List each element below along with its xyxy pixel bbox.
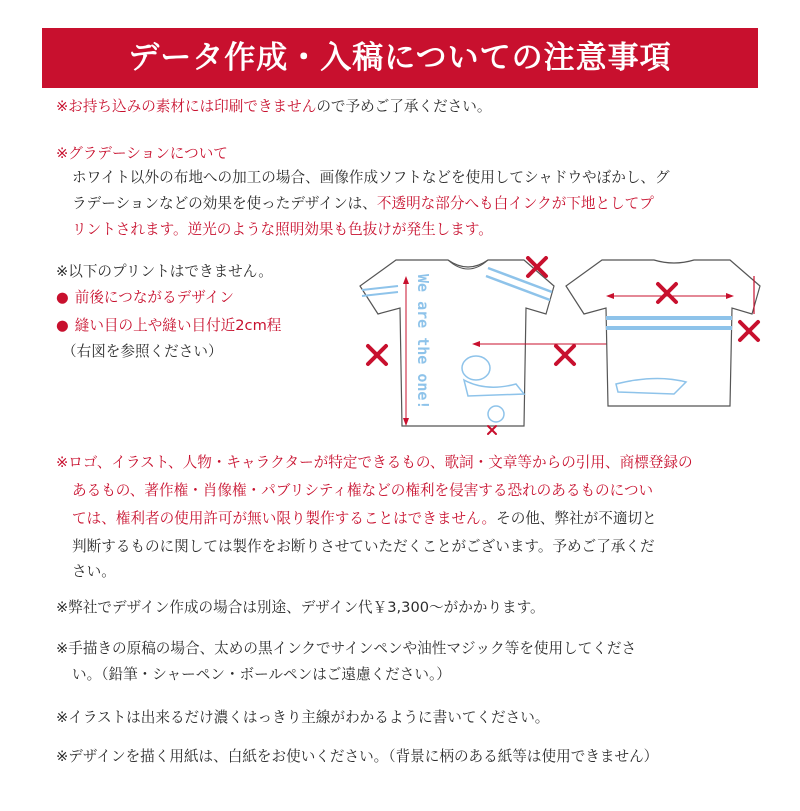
note-gradation-line2: ラデーションなどの効果を使ったデザインは、不透明な部分へも白インクが下地としてプ: [72, 195, 654, 212]
note-handwritten-line1: ※手描きの原稿の場合、太めの黒インクでサインペンや油性マジック等を使用してくださ: [56, 640, 637, 657]
note-gradation-line3: リントされます。逆光のような照明効果も色抜けが発生します。: [72, 221, 493, 238]
x-mark-icon: [740, 322, 758, 340]
bullet-icon: ●: [56, 289, 69, 306]
note-design-fee: ※弊社でデザイン作成の場合は別途、デザイン代￥3,300～がかかります。: [56, 599, 545, 616]
restriction-item: ● 前後につながるデザイン: [56, 289, 234, 306]
bullet-icon: ●: [56, 317, 69, 334]
tshirt-front: [360, 260, 554, 426]
restriction-item: ● 縫い目の上や縫い目付近2cm程: [56, 317, 282, 334]
shirt-print-text: We are the one!: [414, 274, 432, 410]
note-copyright-line5: さい。: [72, 563, 116, 580]
note-illustration: ※イラストは出来るだけ濃くはっきり主線がわかるように書いてください。: [56, 709, 550, 726]
page-title: データ作成・入稿についての注意事項: [42, 28, 758, 88]
tshirt-print-area-diagram: [356, 256, 776, 440]
x-mark-icon: [556, 346, 574, 364]
figure-reference: （右図を参照ください）: [62, 343, 223, 360]
note-copyright-line4: 判断するものに関しては製作をお断りさせていただくことがございます。予めご了承くだ: [72, 538, 655, 555]
note-gradation-heading: ※グラデーションについて: [56, 145, 228, 162]
note-paper: ※デザインを描く用紙は、白紙をお使いください。（背景に柄のある紙等は使用できません）: [56, 748, 659, 765]
note-copyright-line2: あるもの、著作権・肖像権・パブリシティ権などの権利を侵害する恐れのあるものについ: [72, 482, 654, 499]
x-mark-icon: [368, 346, 386, 364]
note-own-materials: ※お持ち込みの素材には印刷できませんので予めご了承ください。: [56, 98, 492, 115]
note-copyright-line3: ては、権利者の使用許可が無い限り製作することはできません。その他、弊社が不適切と: [72, 510, 657, 527]
note-copyright-line1: ※ロゴ、イラスト、人物・キャラクターが特定できるもの、歌詞・文章等からの引用、商標登録の: [56, 454, 693, 471]
note-gradation-line1: ホワイト以外の布地への加工の場合、画像作成ソフトなどを使用してシャドウやぼかし、グ: [72, 169, 670, 186]
note-restrictions-heading: ※以下のプリントはできません。: [56, 263, 273, 280]
x-mark-icon: [488, 426, 496, 434]
note-handwritten-line2: い。（鉛筆・シャーペン・ボールペンはご遠慮ください。）: [72, 666, 451, 683]
tshirt-back: [566, 260, 760, 406]
